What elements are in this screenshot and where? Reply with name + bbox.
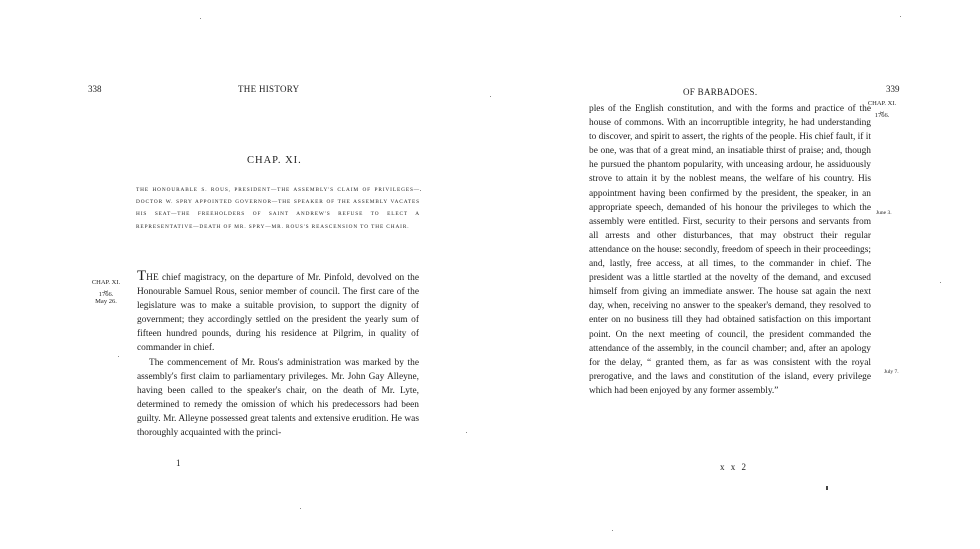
scan-speck: [612, 530, 613, 531]
left-margin-date: May 26.: [95, 298, 117, 305]
drop-cap: T: [137, 268, 147, 284]
right-margin-chap: CHAP. XI.: [867, 100, 897, 107]
right-signature-mark: x x 2: [720, 462, 748, 472]
left-page-number: 338: [88, 84, 102, 94]
brace-glyph: ⏟: [879, 105, 885, 113]
left-body-text: [137, 268, 419, 440]
chapter-title: CHAP. XI.: [247, 155, 302, 166]
margin-date-july: July 7.: [884, 369, 899, 375]
first-paragraph: [137, 268, 419, 356]
scan-speck: [118, 356, 119, 357]
left-margin-year: 1766.: [98, 291, 114, 298]
scan-speck: [490, 96, 491, 97]
brace-glyph: ⏟: [103, 284, 109, 292]
scan-speck: [900, 16, 901, 17]
first-paragraph-text: HE chief magistracy, on the departure of Mr. Pinfold, devolved on the Honourable Samuel Rous, senior member of council. The first care of the legislature was to make a suitable provision, to support the dignity of government; they accordingly settled on the president the yearly sum of fifteen hundred pounds, during his residence at Pilgrim, in quality of commander in chief.: [137, 273, 419, 354]
scan-speck: [826, 486, 828, 490]
right-margin-year: 1766.: [874, 112, 890, 119]
right-page-number: 339: [886, 84, 900, 94]
right-body-text: ples of the English constitution, and with the forms and practice of the house of commons. With an incorruptible integrity, he had understanding to discover, and spirit to assert, the rights of the people. His chief fault, if it be one, was that of a great mind, an insatiable thirst of praise; and, though he pursued the phantom popularity, with unceasing ardour, he assiduously strove to attain it by the noblest means, the welfare of his country. His appointment having been confirmed by the president, the speaker, in an appropriate speech, demanded of his honour the privileges to which the assembly were entitled. First, security to their persons and servants from all arrests and other disturbances, that may obstruct their regular attendance on the house: secondly, freedom of speech in their proceedings; and, lastly, free access, at all times, to the commander in chief. The president was a little startled at the novelty of the demand, and excused himself from giving an immediate answer. The house sat again the next day, when, receiving no answer to the speaker's demand, they resolved to enter on no business till they had obtained satisfaction on this important point. On the next meeting of council, the president commanded the attendance of the assembly, in the council chamber; and, after an apology for the delay, “ granted them, as far as was consistent with the royal prerogative, and the laws and constitution of the island, every privilege which had been enjoyed by any former assembly.”: [589, 104, 871, 396]
scan-speck: [940, 282, 941, 283]
left-margin-note: [86, 279, 126, 305]
margin-date-june: June 3.: [876, 210, 892, 216]
scan-speck: [466, 432, 467, 433]
second-paragraph: The commencement of Mr. Rous's administration was marked by the assembly's first claim to parliamentary privileges. Mr. John Gay Alleyne, having been called to the speaker's chair, on the death of Mr. Lyte, determined to remedy the omission of which his predecessors had been guilty. Mr. Alleyne possessed great talents and extensive erudition. He was thoroughly acquainted with the princi-: [137, 357, 419, 439]
scan-speck: [300, 508, 301, 509]
scan-speck: [200, 18, 201, 19]
scan-speck: [420, 190, 421, 191]
left-running-head: THE HISTORY: [238, 84, 300, 94]
left-margin-chap: CHAP. XI.: [91, 279, 121, 286]
right-running-head: OF BARBADOES.: [683, 87, 758, 97]
chapter-summary: THE HONOURABLE S. ROUS, PRESIDENT—THE ASSEMBLY'S CLAIM OF PRIVILEGES—DOCTOR W. SPRY APPOINTED GOVERNOR—THE SPEAKER OF THE ASSEMBLY VACATES HIS SEAT—THE FREEHOLDERS OF SAINT ANDREW'S REFUSE TO ELECT A REPRESENTATIVE—DEATH OF MR. SPRY—MR. ROUS'S REASCENSION TO THE CHAIR.: [136, 187, 420, 230]
left-signature-mark: 1: [176, 458, 183, 468]
